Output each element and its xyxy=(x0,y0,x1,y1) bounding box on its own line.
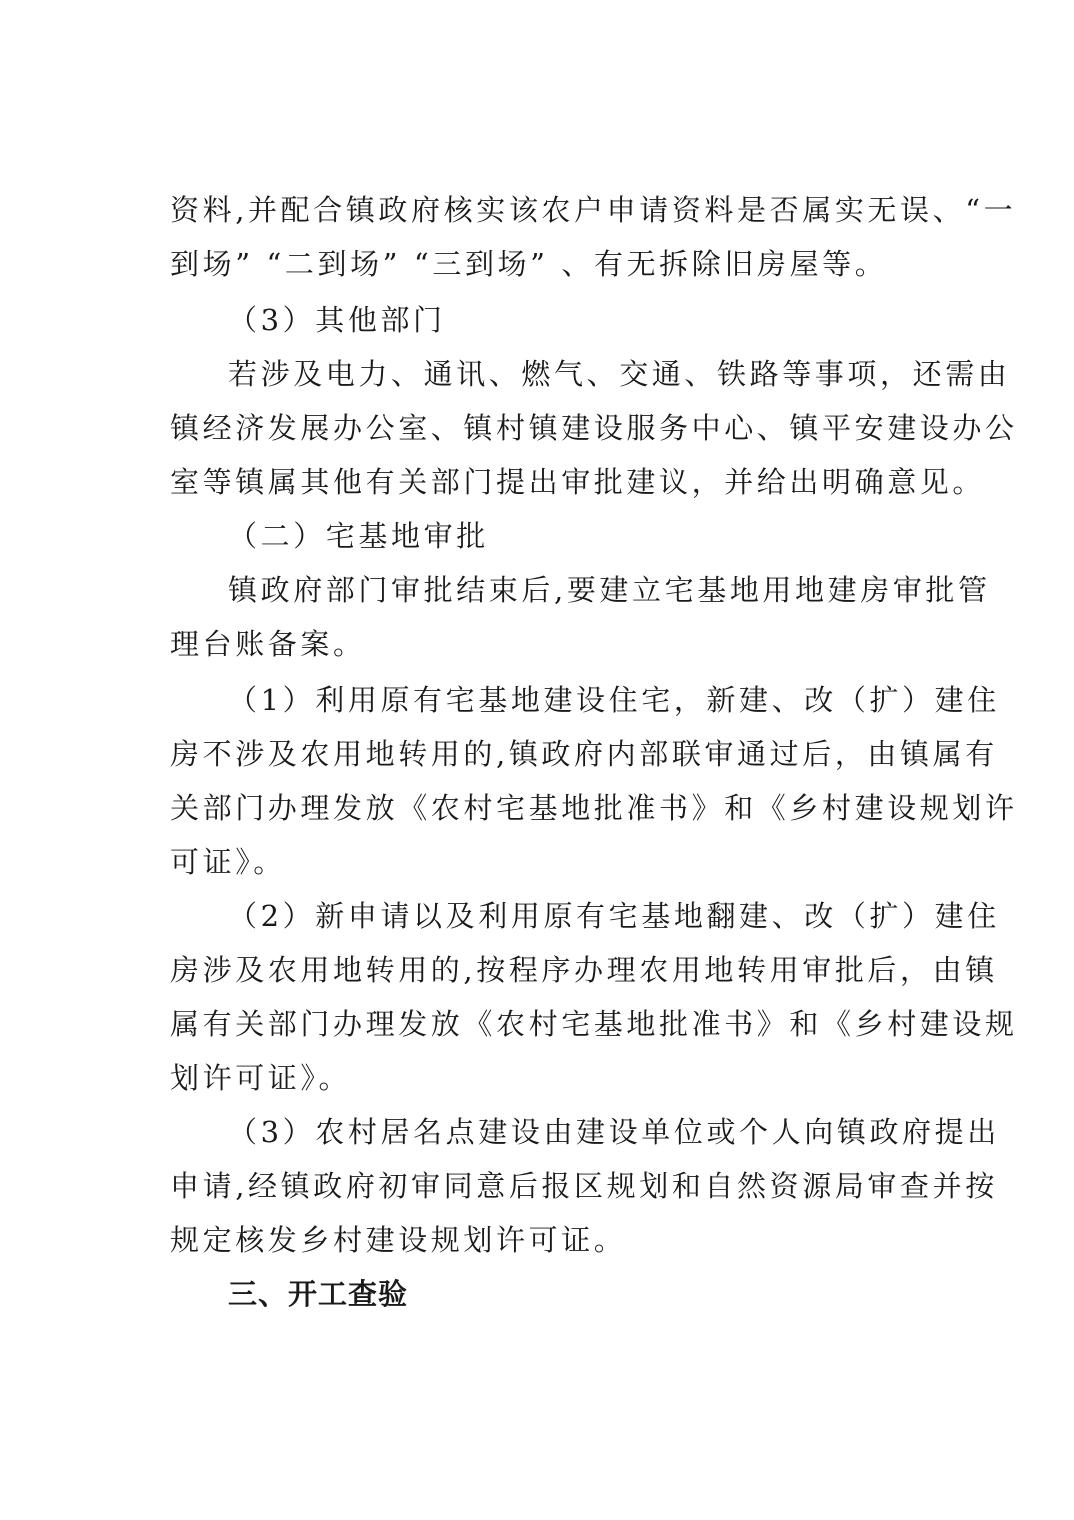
text-line-11: 房不涉及农用地转用的,镇政府内部联审通过后，由镇属有 xyxy=(170,737,998,771)
text-line-15: 房涉及农用地转用的,按程序办理农用地转用审批后，由镇 xyxy=(170,953,998,987)
text-line-6: 室等镇属其他有关部门提出审批建议，并给出明确意见。 xyxy=(170,465,986,499)
text-line-19: 申请,经镇政府初审同意后报区规划和自然资源局审查并按 xyxy=(170,1169,998,1203)
text-line-14: （2）新申请以及利用原有宅基地翻建、改（扩）建住 xyxy=(228,899,1000,933)
text-line-5: 镇经济发展办公室、镇村镇建设服务中心、镇平安建设办公 xyxy=(170,411,1018,445)
text-line-13: 可证》。 xyxy=(170,845,286,879)
text-line-12: 关部门办理发放《农村宅基地批准书》和《乡村建设规划许 xyxy=(170,791,1018,825)
text-line-1: 资料,并配合镇政府核实该农户申请资料是否属实无误、“一 xyxy=(170,193,1017,227)
text-line-17: 划许可证》。 xyxy=(170,1061,352,1095)
text-line-8: 镇政府部门审批结束后,要建立宅基地用地建房审批管 xyxy=(228,573,991,607)
text-line-16: 属有关部门办理发放《农村宅基地批准书》和《乡村建设规 xyxy=(170,1007,1018,1041)
section-subheading-other-departments: （3）其他部门 xyxy=(228,303,446,337)
text-line-9: 理台账备案。 xyxy=(170,627,366,661)
text-line-20: 规定核发乡村建设规划许可证。 xyxy=(170,1223,627,1257)
text-line-18: （3）农村居名点建设由建设单位或个人向镇政府提出 xyxy=(228,1115,1000,1149)
section-heading-construction-inspection: 三、开工查验 xyxy=(228,1277,409,1311)
text-line-10: （1）利用原有宅基地建设住宅，新建、改（扩）建住 xyxy=(228,683,1000,717)
text-line-2: 到场” “二到场” “三到场” 、有无拆除旧房屋等。 xyxy=(170,247,888,281)
text-line-4: 若涉及电力、通讯、燃气、交通、铁路等事项，还需由 xyxy=(228,357,1011,391)
section-heading-homestead-approval: （二）宅基地审批 xyxy=(228,519,489,553)
